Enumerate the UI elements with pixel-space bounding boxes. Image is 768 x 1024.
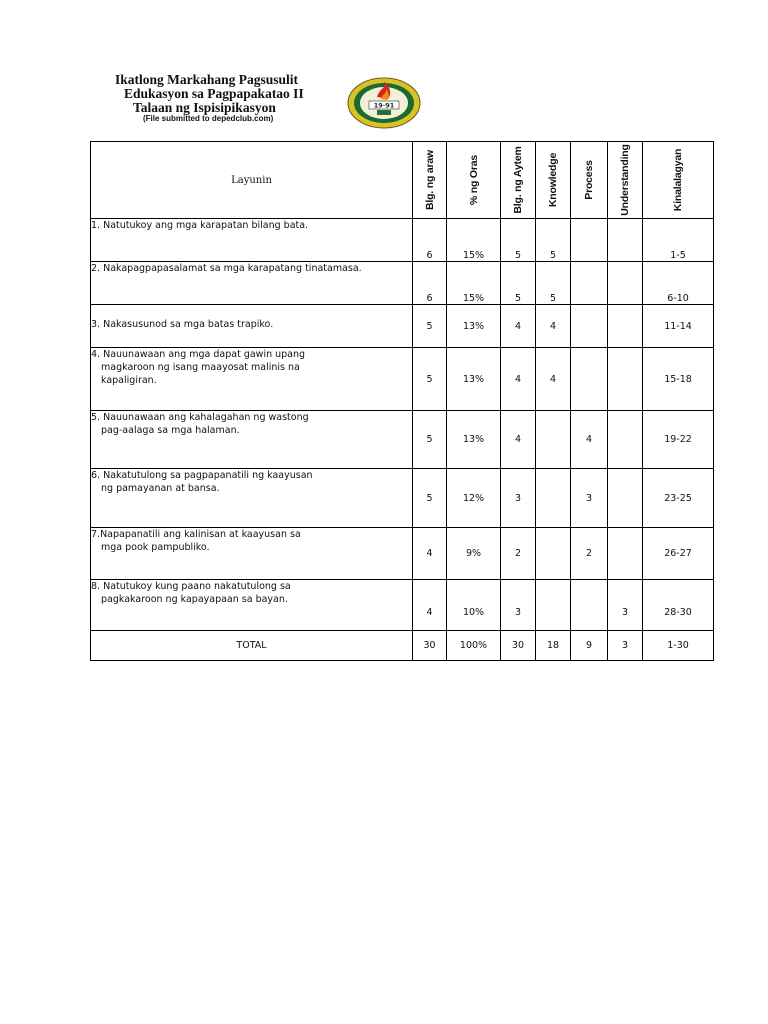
kinalalagyan-cell: 23-25 <box>643 469 714 528</box>
table-row <box>91 469 714 528</box>
objective-cell: 1. Natutukoy ang mga karapatan bilang bata. <box>91 219 413 262</box>
oras-cell: 10% <box>447 580 501 631</box>
aytem-cell: 4 <box>501 348 536 411</box>
header-layunin: Layunin <box>91 142 413 219</box>
aytem-cell: 2 <box>501 528 536 580</box>
document-title: Ikatlong Markahang Pagsusulit <box>115 72 299 87</box>
process-cell <box>571 580 608 631</box>
table-row <box>91 528 714 580</box>
understanding-cell: 3 <box>608 580 643 631</box>
total-row <box>91 631 714 661</box>
araw-cell: 5 <box>413 411 447 469</box>
objective-cell: 8. Natutukoy kung paano nakatutulong sa pagkakaroon ng kapayapaan sa bayan. <box>91 580 413 631</box>
knowledge-cell: 4 <box>536 305 571 348</box>
araw-cell: 5 <box>413 348 447 411</box>
oras-cell: 15% <box>447 219 501 262</box>
araw-cell: 6 <box>413 219 447 262</box>
knowledge-cell: 4 <box>536 348 571 411</box>
specification-table <box>90 141 714 661</box>
understanding-cell <box>608 348 643 411</box>
araw-cell: 5 <box>413 305 447 348</box>
understanding-cell <box>608 262 643 305</box>
understanding-cell <box>608 411 643 469</box>
svg-text:19·91: 19·91 <box>373 101 395 110</box>
table-row <box>91 411 714 469</box>
process-cell: 2 <box>571 528 608 580</box>
document-source-note: (File submitted to depedclub.com) <box>143 114 274 123</box>
kinalalagyan-cell: 26-27 <box>643 528 714 580</box>
table-header-row <box>91 142 714 219</box>
araw-cell: 4 <box>413 580 447 631</box>
total-kinalalagyan: 1-30 <box>643 631 714 661</box>
table-row <box>91 305 714 348</box>
understanding-cell <box>608 528 643 580</box>
objective-cell: 6. Nakatutulong sa pagpapanatili ng kaayusan ng pamayanan at bansa. <box>91 469 413 528</box>
process-cell: 4 <box>571 411 608 469</box>
process-cell <box>571 305 608 348</box>
total-process: 9 <box>571 631 608 661</box>
understanding-cell <box>608 469 643 528</box>
oras-cell: 15% <box>447 262 501 305</box>
aytem-cell: 4 <box>501 305 536 348</box>
header-process: Process <box>571 142 608 219</box>
aytem-cell: 4 <box>501 411 536 469</box>
table-row <box>91 262 714 305</box>
aytem-cell: 3 <box>501 469 536 528</box>
understanding-cell <box>608 305 643 348</box>
table-row <box>91 219 714 262</box>
knowledge-cell: 5 <box>536 219 571 262</box>
araw-cell: 4 <box>413 528 447 580</box>
process-cell <box>571 348 608 411</box>
objective-cell: 4. Nauunawaan ang mga dapat gawin upang magkaroon ng isang maayosat malinis na kapaligiran. <box>91 348 413 411</box>
process-cell <box>571 219 608 262</box>
kinalalagyan-cell: 15-18 <box>643 348 714 411</box>
process-cell: 3 <box>571 469 608 528</box>
oras-cell: 13% <box>447 348 501 411</box>
knowledge-cell <box>536 580 571 631</box>
header-porsyento-oras: % ng Oras <box>447 142 501 219</box>
header-blg-aytem: Blg. ng Aytem <box>501 142 536 219</box>
aytem-cell: 5 <box>501 262 536 305</box>
header-blg-araw: Blg. ng araw <box>413 142 447 219</box>
total-aytem: 30 <box>501 631 536 661</box>
total-understanding: 3 <box>608 631 643 661</box>
understanding-cell <box>608 219 643 262</box>
knowledge-cell <box>536 469 571 528</box>
total-araw: 30 <box>413 631 447 661</box>
oras-cell: 13% <box>447 411 501 469</box>
objective-cell: 3. Nakasusunod sa mga batas trapiko. <box>91 305 413 348</box>
kinalalagyan-cell: 1-5 <box>643 219 714 262</box>
total-knowledge: 18 <box>536 631 571 661</box>
process-cell <box>571 262 608 305</box>
total-oras: 100% <box>447 631 501 661</box>
aytem-cell: 5 <box>501 219 536 262</box>
objective-cell: 5. Nauunawaan ang kahalagahan ng wastong pag-aalaga sa mga halaman. <box>91 411 413 469</box>
document-subject: Edukasyon sa Pagpapakatao II <box>124 86 304 101</box>
header-understanding: Understanding <box>608 142 643 219</box>
objective-cell: 2. Nakapagpapasalamat sa mga karapatang tinatamasa. <box>91 262 413 305</box>
document-subtitle: Talaan ng Ispisipikasyon <box>133 100 276 115</box>
header-kinalalagyan: Kinalalagyan <box>643 142 714 219</box>
table-row <box>91 348 714 411</box>
knowledge-cell <box>536 528 571 580</box>
table-row <box>91 580 714 631</box>
objective-cell: 7.Napapanatili ang kalinisan at kaayusan sa mga pook pampubliko. <box>91 528 413 580</box>
oras-cell: 13% <box>447 305 501 348</box>
total-label: TOTAL <box>91 631 413 661</box>
school-seal-logo <box>347 77 421 129</box>
kinalalagyan-cell: 6-10 <box>643 262 714 305</box>
araw-cell: 6 <box>413 262 447 305</box>
kinalalagyan-cell: 11-14 <box>643 305 714 348</box>
araw-cell: 5 <box>413 469 447 528</box>
knowledge-cell <box>536 411 571 469</box>
header-knowledge: Knowledge <box>536 142 571 219</box>
aytem-cell: 3 <box>501 580 536 631</box>
oras-cell: 9% <box>447 528 501 580</box>
kinalalagyan-cell: 28-30 <box>643 580 714 631</box>
knowledge-cell: 5 <box>536 262 571 305</box>
oras-cell: 12% <box>447 469 501 528</box>
kinalalagyan-cell: 19-22 <box>643 411 714 469</box>
